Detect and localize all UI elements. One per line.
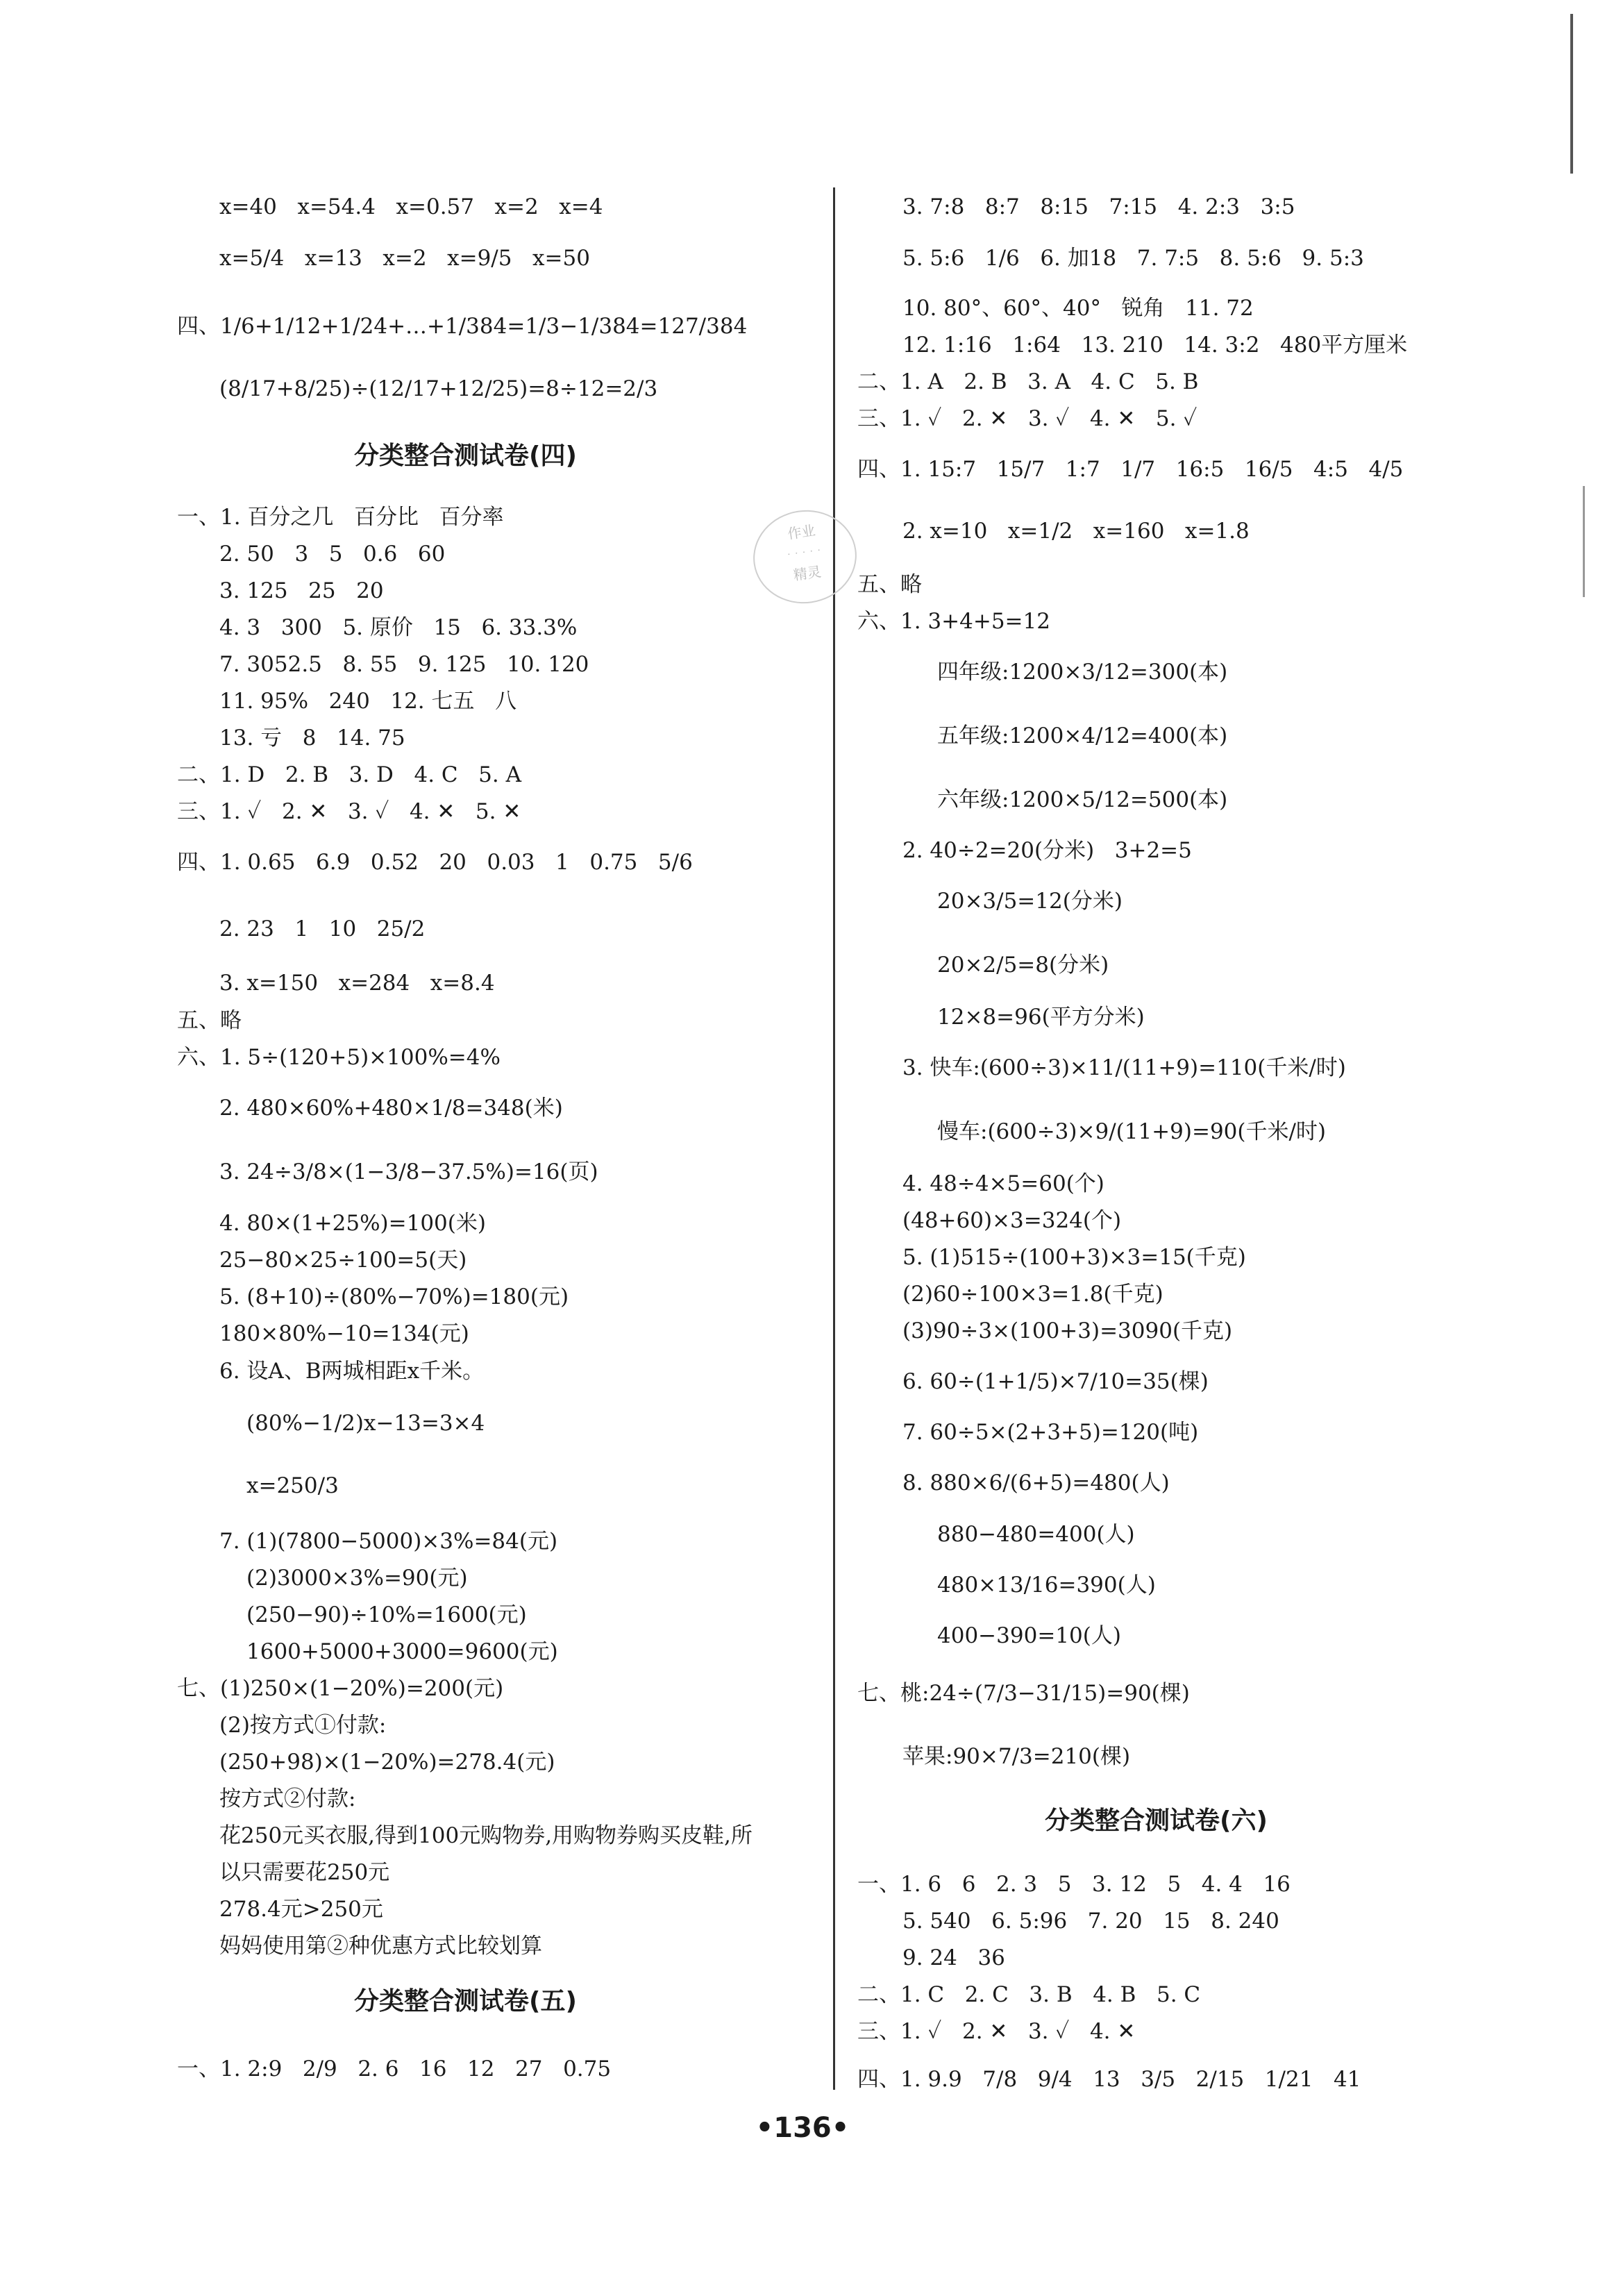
answer-line: 6. 60÷(1+1/5)×7/10=35(棵) xyxy=(902,1369,1209,1394)
answer-line: 12×8=96(平方分米) xyxy=(937,1005,1145,1030)
answer-line: 7. (1)(7800−5000)×3%=84(元) xyxy=(219,1529,558,1554)
answer-line: (2)60÷100×3=1.8(千克) xyxy=(902,1282,1163,1307)
answer-line: 五、略 xyxy=(177,1008,242,1033)
answer-line: 七、桃:24÷(7/3−31/15)=90(棵) xyxy=(857,1681,1190,1706)
answer-line: 妈妈使用第②种优惠方式比较划算 xyxy=(219,1934,542,1959)
answer-line: x=250/3 xyxy=(246,1473,339,1498)
answer-line: 20×3/5=12(分米) xyxy=(937,889,1123,914)
answer-line: 480×13/16=390(人) xyxy=(937,1573,1156,1598)
answer-line: 六年级:1200×5/12=500(本) xyxy=(937,787,1228,812)
answer-line: 五、略 xyxy=(857,572,922,597)
answer-line: 一、1. 百分之几 百分比 百分率 xyxy=(177,505,504,530)
answer-line: 四、1. 9.9 7/8 9/4 13 3/5 2/15 1/21 41 xyxy=(857,2067,1361,2092)
answer-line: 4. 48÷4×5=60(个) xyxy=(902,1171,1104,1196)
answer-line: 5. 540 6. 5:96 7. 20 15 8. 240 xyxy=(902,1909,1279,1934)
answer-line: (8/17+8/25)÷(12/17+12/25)=8÷12=2/3 xyxy=(219,376,658,401)
answer-line: 7. 60÷5×(2+3+5)=120(吨) xyxy=(902,1420,1199,1445)
answer-line: (250−90)÷10%=1600(元) xyxy=(246,1602,527,1627)
answer-line: 20×2/5=8(分米) xyxy=(937,953,1109,978)
answer-line: 25−80×25÷100=5(天) xyxy=(219,1248,467,1273)
answer-line: 13. 亏 8 14. 75 xyxy=(219,726,405,751)
answer-line: 按方式②付款: xyxy=(219,1786,356,1811)
answer-line: 二、1. C 2. C 3. B 4. B 5. C xyxy=(857,1982,1201,2007)
answer-line: 六、1. 3+4+5=12 xyxy=(857,609,1050,634)
answer-line: 5. (1)515÷(100+3)×3=15(千克) xyxy=(902,1245,1246,1270)
answer-line: 一、1. 6 6 2. 3 5 3. 12 5 4. 4 16 xyxy=(857,1872,1291,1897)
answer-line: x=5/4 x=13 x=2 x=9/5 x=50 xyxy=(219,246,590,271)
column-divider xyxy=(833,187,835,2090)
answer-line: 3. x=150 x=284 x=8.4 xyxy=(219,971,495,996)
answer-line: 慢车:(600÷3)×9/(11+9)=90(千米/时) xyxy=(937,1119,1327,1144)
answer-line: 2. 50 3 5 0.6 60 xyxy=(219,542,446,567)
answer-line: (48+60)×3=324(个) xyxy=(902,1208,1122,1233)
answer-line: 二、1. A 2. B 3. A 4. C 5. B xyxy=(857,369,1199,394)
answer-line: (250+98)×(1−20%)=278.4(元) xyxy=(219,1750,555,1775)
answer-line: 180×80%−10=134(元) xyxy=(219,1321,469,1346)
answer-line: 400−390=10(人) xyxy=(937,1623,1121,1648)
answer-line: 8. 880×6/(6+5)=480(人) xyxy=(902,1470,1170,1495)
answer-line: 12. 1:16 1:64 13. 210 14. 3:2 480平方厘米 xyxy=(902,333,1408,358)
answer-line: 四、1/6+1/12+1/24+…+1/384=1/3−1/384=127/384 xyxy=(177,314,748,339)
watermark-text: 作业 xyxy=(787,521,816,543)
answer-line: 一、1. 2:9 2/9 2. 6 16 12 27 0.75 xyxy=(177,2056,612,2081)
answer-line: 2. 480×60%+480×1/8=348(米) xyxy=(219,1096,563,1121)
answer-line: 花250元买衣服,得到100元购物券,用购物券购买皮鞋,所 xyxy=(219,1823,753,1848)
answer-line: 6. 设A、B两城相距x千米。 xyxy=(219,1359,485,1384)
answer-line: 880−480=400(人) xyxy=(937,1522,1135,1547)
answer-line: (80%−1/2)x−13=3×4 xyxy=(246,1411,485,1436)
page-number: •136• xyxy=(755,2112,850,2144)
answer-line: 2. 23 1 10 25/2 xyxy=(219,916,426,941)
answer-line: 3. 快车:(600÷3)×11/(11+9)=110(千米/时) xyxy=(902,1055,1346,1080)
answer-line: 2. x=10 x=1/2 x=160 x=1.8 xyxy=(902,519,1250,544)
answer-line: 七、(1)250×(1−20%)=200(元) xyxy=(177,1676,504,1701)
answer-line: 5. (8+10)÷(80%−70%)=180(元) xyxy=(219,1284,569,1309)
answer-line: 10. 80°、60°、40° 锐角 11. 72 xyxy=(902,296,1254,321)
answer-line: 以只需要花250元 xyxy=(219,1860,390,1885)
answer-line: 2. 40÷2=20(分米) 3+2=5 xyxy=(902,838,1192,863)
section-title: 分类整合测试卷(五) xyxy=(354,1987,577,2016)
answer-line: 五年级:1200×4/12=400(本) xyxy=(937,723,1228,748)
answer-line: (2)按方式①付款: xyxy=(219,1713,387,1738)
answer-line: 三、1. ✓ 2. ✕ 3. ✓ 4. ✕ 5. ✓ xyxy=(857,406,1198,431)
answer-line: 7. 3052.5 8. 55 9. 125 10. 120 xyxy=(219,652,589,677)
answer-line: (2)3000×3%=90(元) xyxy=(246,1566,468,1591)
answer-line: (3)90÷3×(100+3)=3090(千克) xyxy=(902,1318,1233,1343)
answer-line: 9. 24 36 xyxy=(902,1945,1005,1970)
answer-line: x=40 x=54.4 x=0.57 x=2 x=4 xyxy=(219,194,603,219)
answer-line: 四年级:1200×3/12=300(本) xyxy=(937,660,1228,685)
answer-line: 二、1. D 2. B 3. D 4. C 5. A xyxy=(177,762,521,787)
answer-line: 11. 95% 240 12. 七五 八 xyxy=(219,689,517,714)
answer-line: 苹果:90×7/3=210(棵) xyxy=(902,1744,1131,1769)
watermark-text: 精灵 xyxy=(792,563,823,584)
answer-line: 六、1. 5÷(120+5)×100%=4% xyxy=(177,1045,501,1070)
answer-line: 3. 125 25 20 xyxy=(219,578,384,603)
scan-edge-mark xyxy=(1570,14,1573,174)
answer-line: 四、1. 15:7 15/7 1:7 1/7 16:5 16/5 4:5 4/5 xyxy=(857,457,1404,482)
answer-line: 3. 7:8 8:7 8:15 7:15 4. 2:3 3:5 xyxy=(902,194,1295,219)
answer-line: 5. 5:6 1/6 6. 加18 7. 7:5 8. 5:6 9. 5:3 xyxy=(902,246,1364,271)
answer-line: 4. 3 300 5. 原价 15 6. 33.3% xyxy=(219,615,578,640)
answer-line: 278.4元>250元 xyxy=(219,1897,383,1922)
watermark-stamp: 作业 · · · · · 精灵 xyxy=(747,503,862,610)
answer-line: 3. 24÷3/8×(1−3/8−37.5%)=16(页) xyxy=(219,1159,598,1184)
answer-line: 1600+5000+3000=9600(元) xyxy=(246,1639,558,1664)
answer-line: 4. 80×(1+25%)=100(米) xyxy=(219,1211,486,1236)
section-title: 分类整合测试卷(四) xyxy=(354,442,577,470)
section-title: 分类整合测试卷(六) xyxy=(1045,1807,1268,1835)
scan-edge-mark xyxy=(1583,486,1585,597)
answer-line: 三、1. ✓ 2. ✕ 3. ✓ 4. ✕ xyxy=(857,2019,1136,2044)
answer-line: 四、1. 0.65 6.9 0.52 20 0.03 1 0.75 5/6 xyxy=(177,850,693,875)
answer-line: 三、1. ✓ 2. ✕ 3. ✓ 4. ✕ 5. ✕ xyxy=(177,799,521,824)
